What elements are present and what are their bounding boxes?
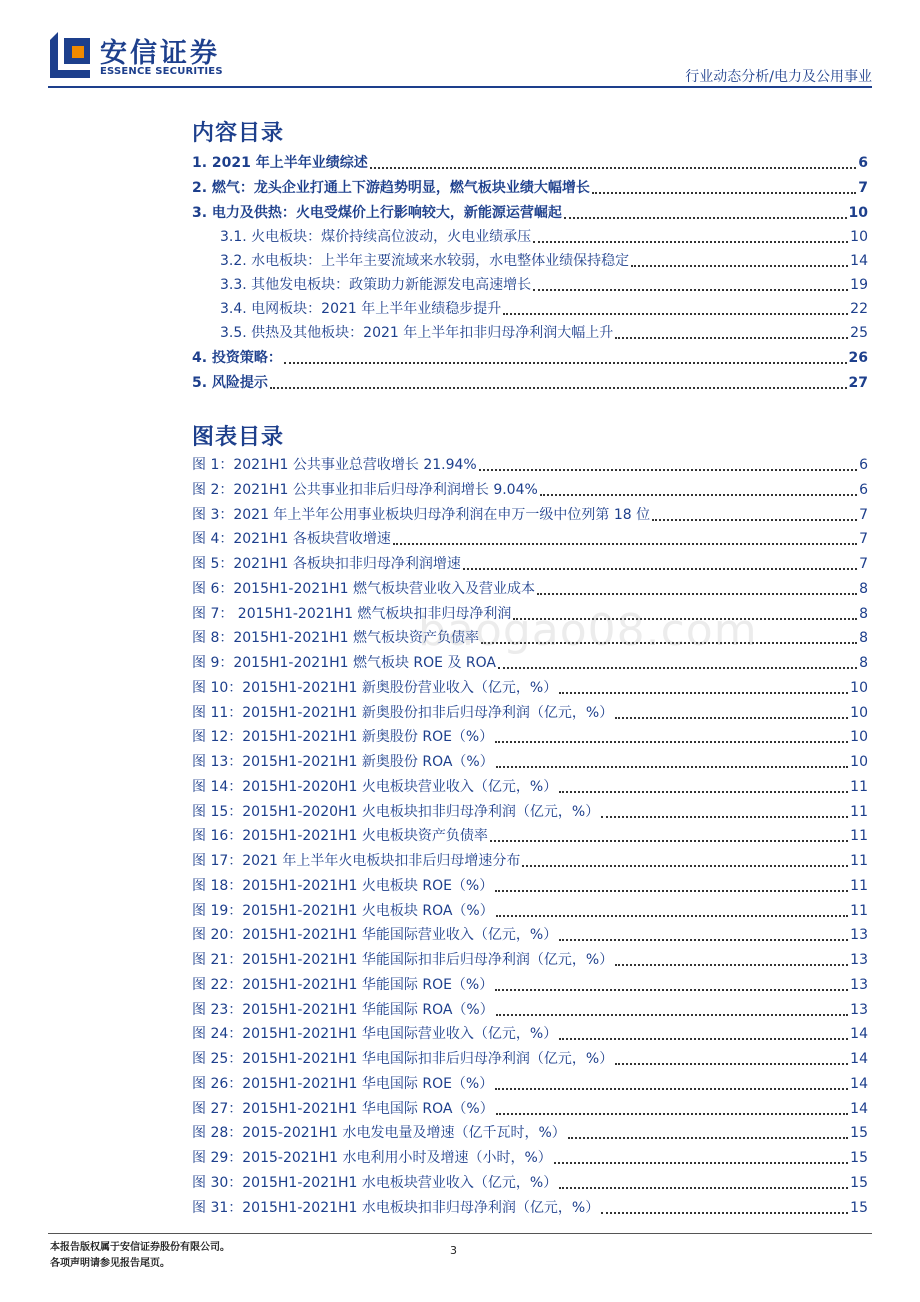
figure-entry-text: 图 14：2015H1-2020H1 火电板块营业收入（亿元，%） (192, 779, 558, 795)
figure-entry-text: 图 19：2015H1-2021H1 火电板块 ROA（%） (192, 903, 494, 919)
figure-page-number: 14 (850, 1051, 868, 1067)
figure-entry-text: 图 29：2015-2021H1 水电利用小时及增速（小时，%） (192, 1150, 552, 1166)
figure-entry[interactable] (192, 702, 868, 724)
figure-page-number: 11 (850, 878, 868, 894)
figure-entry-text: 图 22：2015H1-2021H1 华能国际 ROE（%） (192, 977, 494, 993)
figure-page-number: 11 (850, 828, 868, 844)
figure-entry-text: 图 23：2015H1-2021H1 华能国际 ROA（%） (192, 1002, 494, 1018)
toc-entry-text: 3.1. 火电板块：煤价持续高位波动，火电业绩承压 (220, 229, 532, 245)
leader-dots (463, 568, 857, 570)
figure-entry-text: 图 26：2015H1-2021H1 华电国际 ROE（%） (192, 1076, 494, 1092)
leader-dots (568, 1137, 848, 1139)
figure-entry-text: 图 17：2021 年上半年火电板块扣非后归母增速分布 (192, 853, 521, 869)
leader-dots (496, 915, 848, 917)
toc-entry-text: 3.4. 电网板块：2021 年上半年业绩稳步提升 (220, 301, 502, 317)
leader-dots (533, 289, 848, 291)
leader-dots (615, 1063, 848, 1065)
figure-entry[interactable] (192, 974, 868, 996)
leader-dots (533, 241, 848, 243)
figure-entry-text: 图 20：2015H1-2021H1 华能国际营业收入（亿元，%） (192, 927, 558, 943)
leader-dots (564, 217, 847, 219)
leader-dots (498, 667, 857, 669)
leader-dots (503, 313, 848, 315)
figure-page-number: 14 (850, 1101, 868, 1117)
figure-entry[interactable] (192, 528, 868, 550)
figure-entry-text: 图 15：2015H1-2020H1 火电板块扣非归母净利润（亿元，%） (192, 804, 600, 820)
header-divider (48, 86, 872, 88)
figure-entry-text: 图 30：2015H1-2021H1 水电板块营业收入（亿元，%） (192, 1175, 558, 1191)
figure-entry[interactable] (192, 1172, 868, 1194)
figure-entry[interactable] (192, 924, 868, 946)
figure-entry[interactable] (192, 479, 868, 501)
figure-entry[interactable] (192, 825, 868, 847)
figure-page-number: 11 (850, 903, 868, 919)
figure-page-number: 13 (850, 927, 868, 943)
leader-dots (615, 337, 848, 339)
figure-page-number: 15 (850, 1200, 868, 1216)
leader-dots (615, 964, 848, 966)
toc-entry-text: 5. 风险提示 (192, 375, 268, 391)
figure-entry[interactable] (192, 801, 868, 823)
leader-dots (652, 519, 857, 521)
figure-entry[interactable] (192, 949, 868, 971)
leader-dots (537, 593, 857, 595)
toc-subentry[interactable] (220, 274, 868, 296)
figure-page-number: 8 (859, 581, 868, 597)
leader-dots (615, 717, 848, 719)
leader-dots (522, 865, 848, 867)
figure-entry-text: 图 11：2015H1-2021H1 新奥股份扣非后归母净利润（亿元，%） (192, 705, 614, 721)
toc-entry-text: 1. 2021 年上半年业绩综述 (192, 155, 368, 171)
toc-page-number: 26 (848, 350, 868, 366)
figure-entry-text: 图 5：2021H1 各板块扣非归母净利润增速 (192, 556, 461, 572)
toc-entry[interactable] (192, 177, 868, 199)
figure-entry-text: 图 3：2021 年上半年公用事业板块归母净利润在申万一级中位列第 18 位 (192, 507, 651, 523)
toc-page-number: 27 (848, 375, 868, 391)
leader-dots (559, 1038, 848, 1040)
logo-english-name: ESSENCE SECURITIES (100, 66, 223, 77)
leader-dots (284, 362, 847, 364)
toc-subentry[interactable] (220, 298, 868, 320)
toc-subentry[interactable] (220, 250, 868, 272)
leader-dots (393, 543, 857, 545)
footer-divider (48, 1233, 872, 1234)
figure-entry[interactable] (192, 677, 868, 699)
figure-entry-text: 图 7： 2015H1-2021H1 燃气板块扣非归母净利润 (192, 606, 512, 622)
figure-entry[interactable] (192, 1197, 868, 1219)
leader-dots (601, 1212, 848, 1214)
figure-entry-text: 图 18：2015H1-2021H1 火电板块 ROE（%） (192, 878, 494, 894)
figure-entry-text: 图 21：2015H1-2021H1 华能国际扣非后归母净利润（亿元，%） (192, 952, 614, 968)
figure-entry-text: 图 12：2015H1-2021H1 新奥股份 ROE（%） (192, 729, 494, 745)
toc-page-number: 7 (858, 180, 868, 196)
leader-dots (495, 741, 848, 743)
figure-entry-text: 图 28：2015-2021H1 水电发电量及增速（亿千瓦时，%） (192, 1125, 566, 1141)
toc-title: 内容目录 (192, 121, 285, 146)
footer-notice: 各项声明请参见报告尾页。 (50, 1258, 170, 1269)
figure-page-number: 11 (850, 853, 868, 869)
figure-entry[interactable] (192, 751, 868, 773)
toc-page-number: 10 (850, 229, 868, 245)
figure-page-number: 13 (850, 977, 868, 993)
toc-subentry[interactable] (220, 322, 868, 344)
leader-dots (270, 387, 847, 389)
figure-entry[interactable] (192, 875, 868, 897)
figure-entry[interactable] (192, 850, 868, 872)
figure-entry[interactable] (192, 578, 868, 600)
figure-entry[interactable] (192, 900, 868, 922)
toc-page-number: 6 (858, 155, 868, 171)
page-number: 3 (450, 1244, 457, 1257)
report-type: 行业动态分析/电力及公用事业 (685, 69, 872, 85)
footer-disclaimer (50, 1240, 230, 1272)
toc-page-number: 25 (850, 325, 868, 341)
toc-entry-text: 3.2. 水电板块：上半年主要流域来水较弱，水电整体业绩保持稳定 (220, 253, 630, 269)
toc-entry-text: 3.3. 其他发电板块：政策助力新能源发电高速增长 (220, 277, 532, 293)
toc-page-number: 19 (850, 277, 868, 293)
toc-entry-text: 3. 电力及供热：火电受煤价上行影响较大，新能源运营崛起 (192, 205, 562, 221)
footer-copyright: 本报告版权属于安信证券股份有限公司。 (50, 1242, 230, 1253)
leader-dots (592, 192, 856, 194)
logo-icon (50, 32, 90, 78)
leader-dots (495, 1088, 848, 1090)
toc-entry-text: 3.5. 供热及其他板块：2021 年上半年扣非归母净利润大幅上升 (220, 325, 614, 341)
leader-dots (495, 890, 848, 892)
figure-page-number: 10 (850, 729, 868, 745)
toc-entry-text: 4. 投资策略： (192, 350, 282, 366)
figure-page-number: 7 (859, 556, 868, 572)
figure-page-number: 13 (850, 1002, 868, 1018)
figure-page-number: 14 (850, 1026, 868, 1042)
figure-entry[interactable] (192, 454, 868, 476)
toc-entry[interactable] (192, 372, 868, 394)
figure-entry-text: 图 16：2015H1-2021H1 火电板块资产负债率 (192, 828, 488, 844)
figure-page-number: 14 (850, 1076, 868, 1092)
figure-page-number: 8 (859, 655, 868, 671)
figure-entry-text: 图 31：2015H1-2021H1 水电板块扣非归母净利润（亿元，%） (192, 1200, 600, 1216)
figure-entry[interactable] (192, 504, 868, 526)
figure-page-number: 10 (850, 705, 868, 721)
figure-entry-text: 图 8：2015H1-2021H1 燃气板块资产负债率 (192, 630, 479, 646)
leader-dots (479, 469, 857, 471)
figure-entry-text: 图 27：2015H1-2021H1 华电国际 ROA（%） (192, 1101, 494, 1117)
figure-page-number: 15 (850, 1150, 868, 1166)
figure-page-number: 11 (850, 804, 868, 820)
figure-entry[interactable] (192, 726, 868, 748)
leader-dots (370, 167, 856, 169)
leader-dots (559, 939, 848, 941)
leader-dots (631, 265, 848, 267)
figure-entry[interactable] (192, 999, 868, 1021)
figure-page-number: 11 (850, 779, 868, 795)
figure-entry[interactable] (192, 553, 868, 575)
figure-entry[interactable] (192, 1122, 868, 1144)
toc-entry-text: 2. 燃气：龙头企业打通上下游趋势明显，燃气板块业绩大幅增长 (192, 180, 590, 196)
leader-dots (559, 791, 848, 793)
figure-list-title: 图表目录 (192, 425, 285, 450)
figure-page-number: 6 (859, 457, 868, 473)
toc-subentry[interactable] (220, 226, 868, 248)
leader-dots (540, 494, 857, 496)
figure-entry-text: 图 9：2015H1-2021H1 燃气板块 ROE 及 ROA (192, 655, 497, 671)
leader-dots (559, 692, 848, 694)
toc-entry[interactable] (192, 202, 868, 224)
leader-dots (496, 1014, 848, 1016)
figure-entry[interactable] (192, 1098, 868, 1120)
leader-dots (601, 816, 848, 818)
watermark: baogao08.com (418, 605, 758, 656)
leader-dots (496, 766, 848, 768)
figure-page-number: 13 (850, 952, 868, 968)
figure-page-number: 15 (850, 1175, 868, 1191)
figure-entry-text: 图 24：2015H1-2021H1 华电国际营业收入（亿元，%） (192, 1026, 558, 1042)
toc-entry[interactable] (192, 347, 868, 369)
toc-entry[interactable] (192, 152, 868, 174)
figure-entry-text: 图 1：2021H1 公共事业总营收增长 21.94% (192, 457, 477, 473)
figure-entry-text: 图 6：2015H1-2021H1 燃气板块营业收入及营业成本 (192, 581, 535, 597)
figure-page-number: 8 (859, 606, 868, 622)
figure-entry[interactable] (192, 1147, 868, 1169)
figure-page-number: 8 (859, 630, 868, 646)
leader-dots (554, 1162, 848, 1164)
toc-page-number: 10 (848, 205, 868, 221)
figure-page-number: 10 (850, 754, 868, 770)
figure-entry-text: 图 2：2021H1 公共事业扣非后归母净利润增长 9.04% (192, 482, 538, 498)
leader-dots (496, 1113, 848, 1115)
figure-entry-text: 图 13：2015H1-2021H1 新奥股份 ROA（%） (192, 754, 494, 770)
figure-entry[interactable] (192, 776, 868, 798)
figure-page-number: 15 (850, 1125, 868, 1141)
figure-entry-text: 图 4：2021H1 各板块营收增速 (192, 531, 391, 547)
leader-dots (490, 840, 848, 842)
figure-entry[interactable] (192, 1073, 868, 1095)
figure-page-number: 7 (859, 531, 868, 547)
figure-entry-text: 图 25：2015H1-2021H1 华电国际扣非后归母净利润（亿元，%） (192, 1051, 614, 1067)
leader-dots (559, 1187, 848, 1189)
toc-page-number: 22 (850, 301, 868, 317)
figure-page-number: 10 (850, 680, 868, 696)
figure-page-number: 6 (859, 482, 868, 498)
page-header (0, 0, 920, 92)
figure-entry-text: 图 10：2015H1-2021H1 新奥股份营业收入（亿元，%） (192, 680, 558, 696)
toc-page-number: 14 (850, 253, 868, 269)
figure-entry[interactable] (192, 1048, 868, 1070)
figure-page-number: 7 (859, 507, 868, 523)
logo-chinese-name: 安信证券 (100, 38, 220, 69)
figure-entry[interactable] (192, 1023, 868, 1045)
leader-dots (495, 989, 848, 991)
